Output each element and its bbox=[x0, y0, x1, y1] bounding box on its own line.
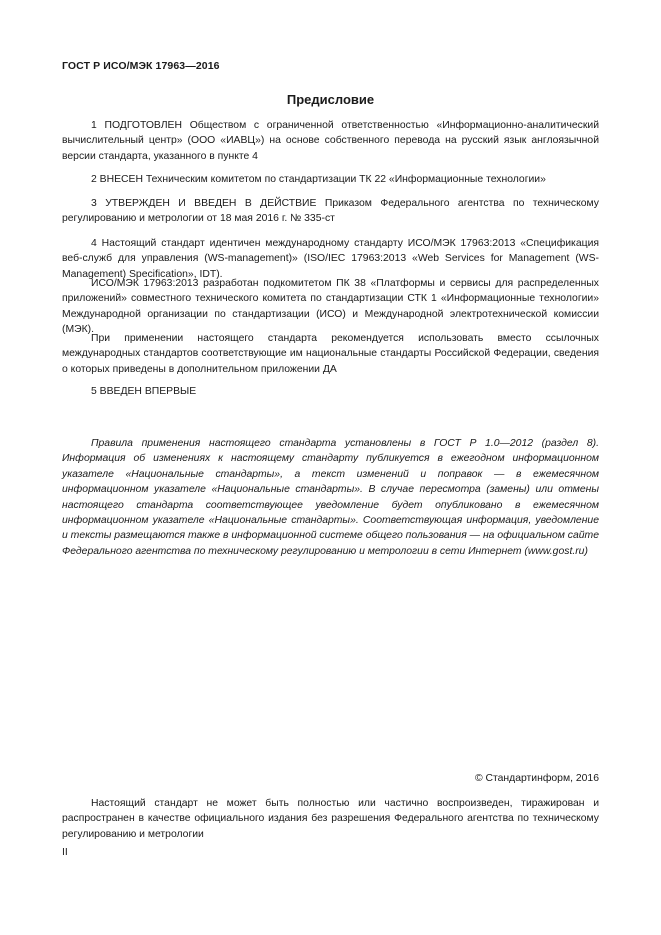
preface-title: Предисловие bbox=[286, 92, 375, 107]
preface-item-1: 1 ПОДГОТОВЛЕН Обществом с ограниченной ответственностью «Информационно-аналитический вычислительный центр» (ООО «ИАВЦ») на основе собственного перевода на русский язык англоязычной версии стандарта, указанного в пункте 4 bbox=[62, 120, 599, 162]
preface-item-3: 3 УТВЕРЖДЕН И ВВЕДЕН В ДЕЙСТВИЕ Приказом Федерального агентства по техническому регулированию и метрологии от 18 мая 2016 г. № 335-ст bbox=[62, 198, 599, 225]
preface-item-2: 2 ВНЕСЕН Техническим комитетом по стандартизации ТК 22 «Информационные технологии» bbox=[91, 174, 546, 185]
page-number: II bbox=[62, 847, 68, 858]
preface-item-4-source: ИСО/МЭК 17963:2013 разработан подкомитетом ПК 38 «Платформы и сервисы для распределенных приложений» совместного технического комитета по стандартизации СТК 1 «Информационные технологии» Международной организации по стандартизации (ИСО) и Международной электротехнической комиссии (МЭК). bbox=[62, 278, 599, 336]
preface-item-5: 5 ВВЕДЕН ВПЕРВЫЕ bbox=[91, 386, 197, 397]
copyright: © Стандартинформ, 2016 bbox=[474, 773, 599, 784]
document-header: ГОСТ Р ИСО/МЭК 17963—2016 bbox=[62, 60, 220, 72]
preface-item-4: 4 Настоящий стандарт идентичен международному стандарту ИСО/МЭК 17963:2013 «Спецификация веб-служб для управления (WS-management)» (ISO/IEC 17963:2013 «Web Services for Management (WS-Management) Specification», IDT). bbox=[62, 238, 599, 280]
reproduction-notice: Настоящий стандарт не может быть полностью или частично воспроизведен, тиражирован и распространен в качестве официального издания без разрешения Федерального агентства по техническому регулированию и метрологии bbox=[62, 798, 599, 840]
preface-item-4-references: При применении настоящего стандарта рекомендуется использовать вместо ссылочных международных стандартов соответствующие им национальные стандарты Российской Федерации, сведения о которых приведены в дополнительном приложении ДА bbox=[62, 333, 599, 375]
rules-note: Правила применения настоящего стандарта установлены в ГОСТ Р 1.0—2012 (раздел 8). Информация об изменениях к настоящему стандарту публикуется в ежегодном информационном указателе «Национальные стандарты», а текст изменений и поправок — в ежемесячном информационном указателе «Национальные стандарты». В случае пересмотра (замены) или отмены настоящего стандарта соответствующее уведомление будет опубликовано в ежемесячном информационном указателе «Национальные стандарты». Соответствующая информация, уведомление и тексты размещаются также в информационной системе общего пользования — на официальном сайте Федерального агентства по техническому регулированию и метрологии в сети Интернет (www.gost.ru) bbox=[62, 438, 599, 557]
